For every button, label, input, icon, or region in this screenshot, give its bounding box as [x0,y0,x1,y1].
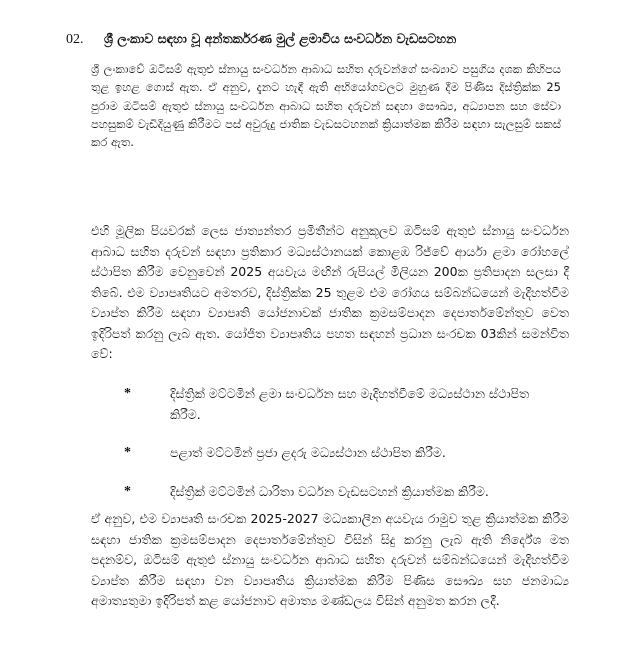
body-paragraph-2: ඒ අනුව, එම ව්‍යාපෘති සංරචක 2025-2027 මධ්‍යකාලීන අයවැය රාමුව තුළ ක්‍රියාත්මක කිරීම සඳහා ජාතික ක්‍රමසම්පාදන දෙපාර්තමේන්තුව විසින් සිදු කරනු ලැබ ඇති නිර්දේශ මත පදනම්ව, ඔටිසම් ඇතුළු ස්නායු සංවර්ධන ආබාධ සහිත දරුවන් සම්බන්ධයෙන් මැදිහත්වීම ව්‍යාප්ත කිරීම සඳහා වන ව්‍යාපෘතිය ක්‍රියාත්මක කිරීම පිණිස සෞඛ්‍ය සහ ජනමාධ්‍ය අමාත්‍යතුමා ඉදිරිපත් කළ යෝජනාව අමාත්‍ය මණ්ඩලය විසින් අනුමත කරන ලදී. [91,511,569,608]
section-number: 02. [66,32,84,47]
summary-paragraph: ශ්‍රී ලංකාවේ ඔටිසම් ඇතුළු ස්නායු සංවර්ධන ආබාධ සහිත දරුවන්ගේ සංඛ්‍යාව පසුගිය දශක කිහිපය තුළ ඉහළ ගොස් ඇත. ඒ අනුව, දැනට හැඳී ඇති අභියෝගවලට මුහුණ දීම පිණිස දිස්ත්‍රික්ක 25 පුරාම ඔටිසම් ඇතුළු ස්නායු සංවර්ධන ආබාධ සහිත දරුවන් සඳහා සෞඛ්‍ය, අධ්‍යාපන සහ සේවා පහසුකම් වැඩිදියුණු කිරීමට පස් අවුරුදු ජාතික වැඩසටහනක් ක්‍රියාත්මක කිරීම සඳහා සැලසුම් සකස් කර ඇත. [91,62,561,150]
body-paragraph-1: එහි මූලික පියවරක් ලෙස ජාත්‍යන්තර ප්‍රමිතීන්ට අනුකූලව ඔටිසම් ඇතුළු ස්නායු සංවර්ධන ආබාධ සහිත දරුවන් සඳහා ප්‍රතිකාර මධ්‍යස්ථානයක් කොළඹ රිජ්වේ ආර්යා ළමා රෝහලේ ස්ථාපිත කිරීම වෙනුවෙන් 2025 අයවැය මඟින් රුපියල් මිලියන 200ක ප්‍රතිපාදන සලසා දී තිබේ. එම ව්‍යාපෘතියට අමතරව, දිස්ත්‍රික්ක 25 තුළම එම රෝගය සම්බන්ධයෙන් මැදිහත්වීම ව්‍යාප්ත කිරීම සඳහා ව්‍යාපෘති යෝජනාවක් ජාතික ක්‍රමසම්පාදන දෙපාර්තමේන්තුව වෙත ඉදිරිපත් කරනු ලැබ ඇත. යෝජිත ව්‍යාපෘතිය පහත සඳහන් ප්‍රධාන සංරචක 03කින් සමන්විත වේ: [91,223,569,361]
bullet-asterisk-icon: * [124,386,131,401]
list-item [120,443,560,464]
list-item [120,482,560,503]
list-item-text: පළාත් මට්ටමින් ප්‍රජා ළදරු මධ්‍යස්ථාන ස්ථාපිත කිරීම. [170,445,446,460]
component-list [120,384,560,520]
bullet-asterisk-icon: * [124,445,131,460]
list-item-text: දිස්ත්‍රික් මට්ටමින් ධාරිතා වර්ධන වැඩසටහන් ක්‍රියාත්මක කිරීම. [170,483,489,499]
list-item [120,384,560,425]
section-heading [66,30,607,49]
bullet-asterisk-icon: * [124,483,131,499]
section-title: ශ්‍රී ලංකාව සඳහා වූ අන්තර්කරණ මුල් ළමාවිය සංවර්ධන වැඩසටහන [104,31,457,46]
list-item-text: දිස්ත්‍රික් මට්ටමින් ළමා සංවර්ධන සහ මැදිහත්වීමේ මධ්‍යස්ථාන ස්ථාපිත කිරීම. [170,386,530,422]
